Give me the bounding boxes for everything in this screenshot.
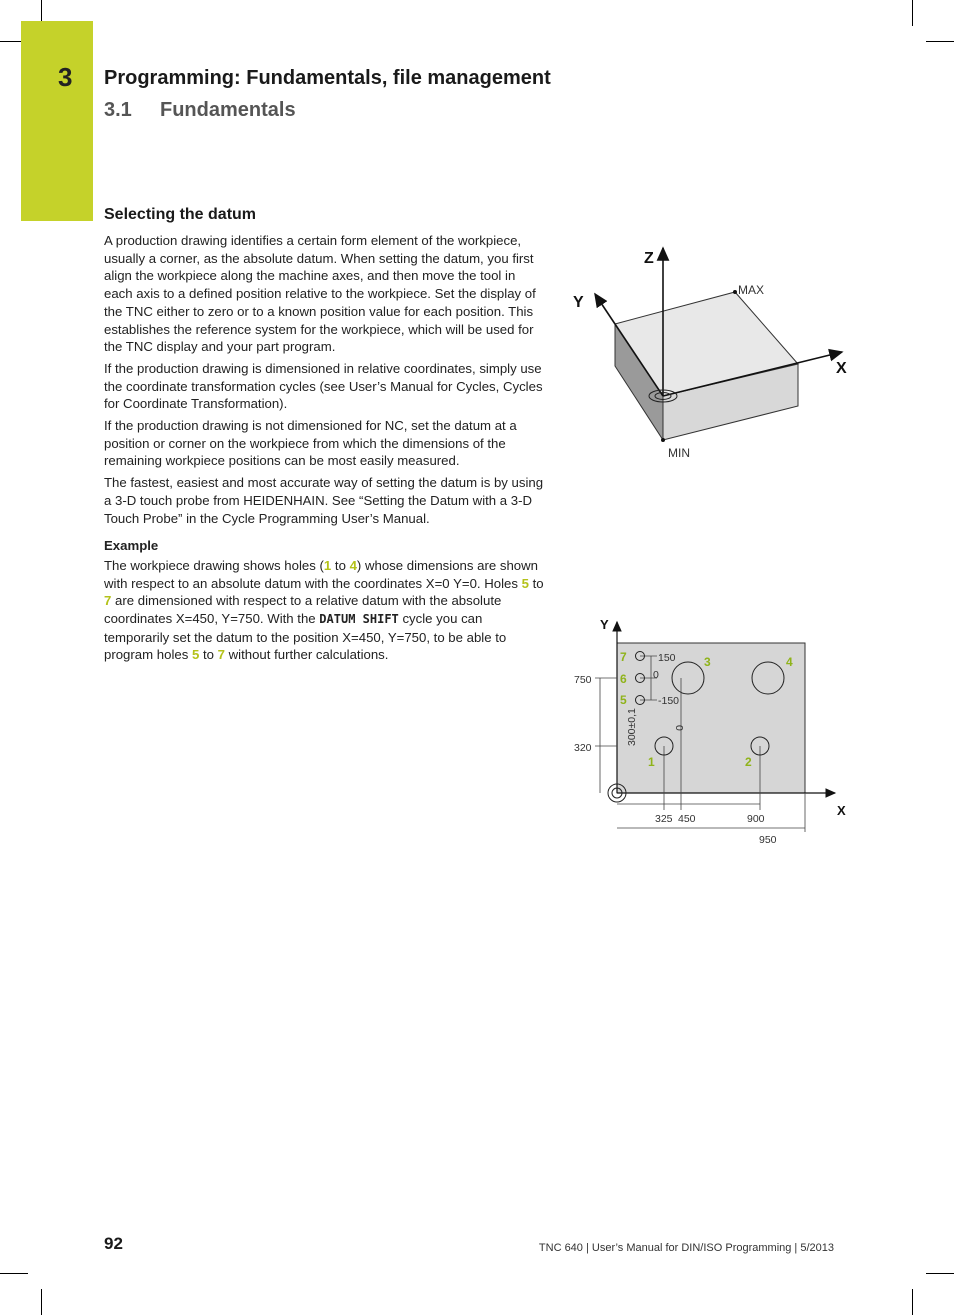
dim-450-label: 450 [678,813,696,825]
text-run: The workpiece drawing shows holes ( [104,557,324,573]
text-run: ) whose dimensions are shown with respect to an absolute datum with the coordinates X=0 Y=0. Holes [104,557,538,591]
hole-drawing-figure [560,610,860,850]
paragraph: The fastest, easiest and most accurate way of setting the datum is by using a 3-D touch probe from HEIDENHAIN. See “Setting the Datum with a 3-D Touch Probe” in the Cycle Programming User’s Manual. [104,475,544,526]
hole-number-7: 7 [620,650,627,664]
paragraph: If the production drawing is dimensioned in relative coordinates, simply use the coordinate transformation cycles (see User’s Manual for Cycles, Cycles for Coordinate Transformation). [104,360,543,412]
section-name: Fundamentals [160,99,296,121]
chapter-title: Programming: Fundamentals, file management [104,67,551,89]
workpiece-plate [617,643,805,793]
dim-300-label: 300±0,1 [626,708,638,746]
body-text [104,232,544,668]
hole-ref: 4 [349,557,357,573]
section-number: 3.1 [104,99,132,121]
paragraph: If the production drawing is not dimensioned for NC, set the datum at a position or corner on the workpiece from which the dimensions of the remaining workpiece positions can be most easily measured. [104,418,517,469]
workpiece-3d-figure [560,240,860,470]
hole-number-4: 4 [786,655,793,669]
max-label: MAX [738,283,765,297]
text-run: to [528,575,544,591]
y-axis-label: Y [573,294,584,311]
crop-mark [912,0,913,26]
footer-text: TNC 640 | User’s Manual for DIN/ISO Programming | 5/2013 [538,1242,834,1254]
chapter-tab [21,21,93,221]
max-point [733,290,737,294]
dim-0-label: 0 [653,669,659,681]
z-axis-label: Z [644,250,654,267]
hole-ref: 7 [217,647,225,663]
page-number: 92 [104,1234,123,1253]
section-title [104,99,296,122]
chapter-number: 3 [58,62,73,92]
dim-950-label: 950 [759,834,777,846]
min-point [661,438,665,442]
text-run: to [199,647,218,663]
example-paragraph [104,557,544,664]
code-keyword: DATUM SHIFT [319,612,399,627]
paragraph: A production drawing identifies a certain form element of the workpiece, usually a corner, as the absolute datum. When setting the datum, you first align the workpiece along the machine axes, and then move the tool in each axis to a defined position relative to the workpiece. Set the display of the TNC either to zero or to a known position value for each position. This establishes the reference system for the workpiece, which will be used for the TNC display and your part program. [104,233,536,355]
dim-750-label: 750 [574,674,592,686]
crop-mark [0,1273,28,1274]
x-axis-label: X [837,803,846,818]
text-run: to [331,557,350,573]
dim-x0-label: 0 [673,725,685,731]
dim-900-label: 900 [747,813,765,825]
dim-m150-label: -150 [658,695,680,707]
x-axis-label: X [836,360,847,377]
hole-number-3: 3 [704,655,711,669]
crop-mark [41,1289,42,1315]
min-label: MIN [668,446,690,460]
hole-number-2: 2 [745,755,752,769]
dim-320-label: 320 [574,742,592,754]
hole-ref: 1 [323,557,332,573]
hole-ref: 5 [191,647,200,663]
section-heading: Selecting the datum [104,206,257,223]
text-run: are dimensioned with respect to a relative datum with the absolute coordinates X=450, Y=750. With the [104,593,502,627]
hole-number-6: 6 [620,672,627,686]
crop-mark [926,1273,954,1274]
dim-150-label: 150 [658,652,676,664]
text-run: without further calculations. [224,647,389,663]
example-heading: Example [104,538,159,554]
hole-ref: 5 [521,575,529,591]
text-run: cycle you can temporarily set the datum to the position X=450, Y=750, to be able to program holes [104,611,507,663]
y-axis-label: Y [600,617,609,632]
crop-mark [912,1289,913,1315]
crop-mark [926,41,954,42]
hole-ref: 7 [104,593,112,609]
dim-325-label: 325 [655,813,673,825]
hole-number-1: 1 [648,755,655,769]
hole-number-5: 5 [620,693,627,707]
